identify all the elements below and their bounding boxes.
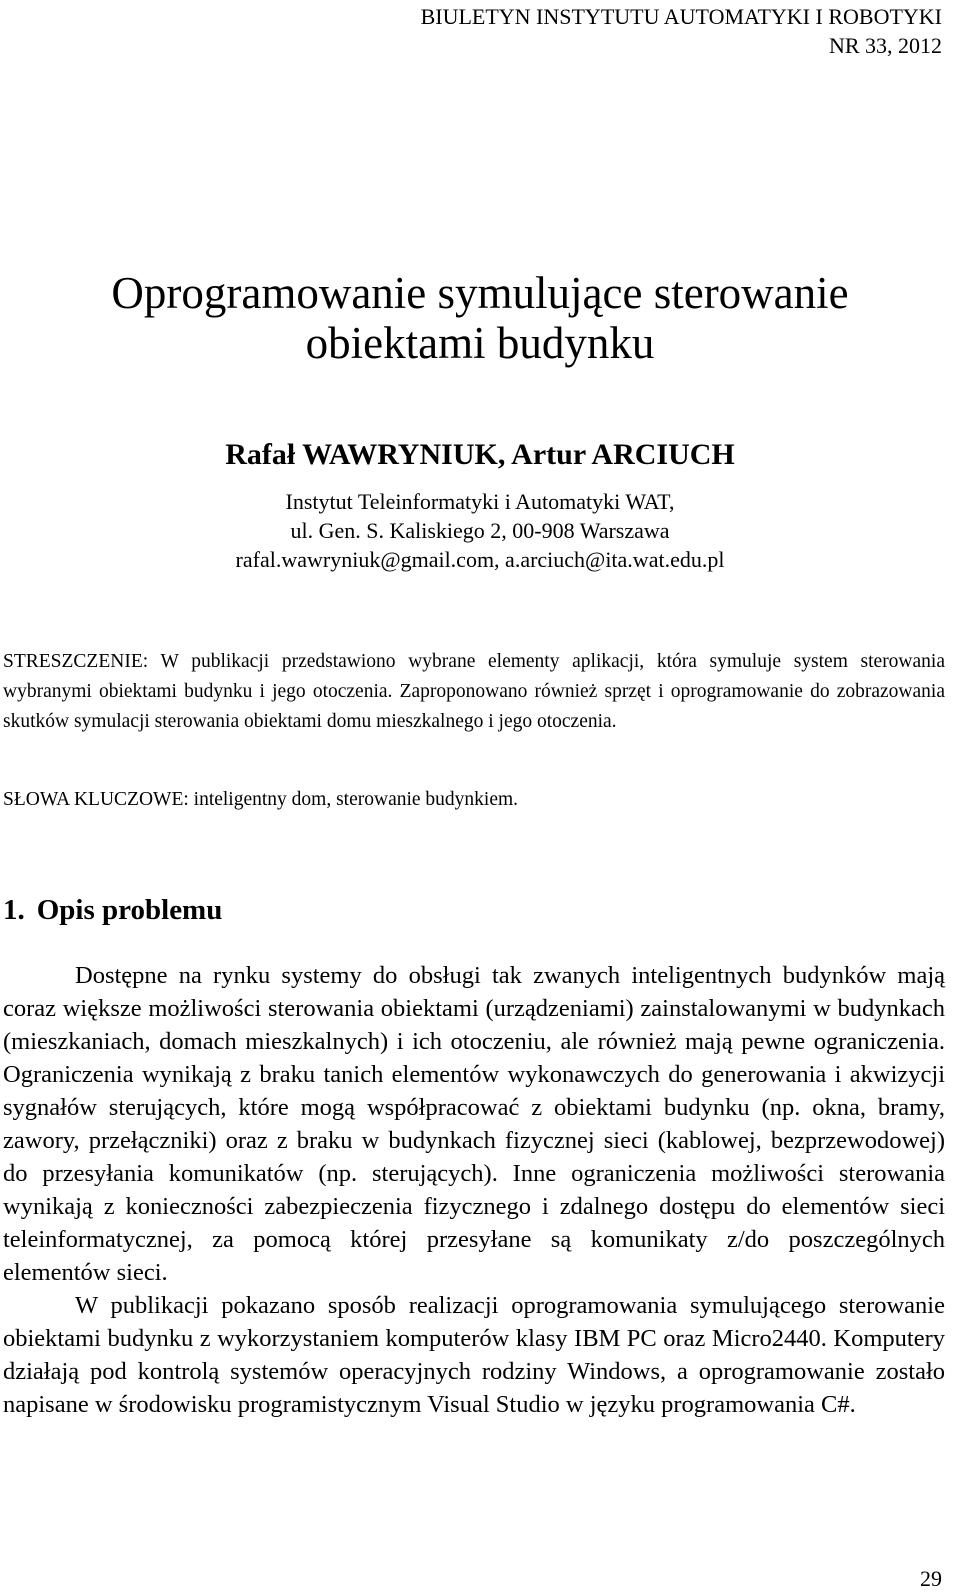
affiliation-institute: Instytut Teleinformatyki i Automatyki WAT, [285,489,675,514]
affiliation-address: ul. Gen. S. Kaliskiego 2, 00-908 Warszawa [290,518,670,543]
section-title: Opis problemu [36,894,223,926]
paper-title-line-2: obiektami budynku [305,318,655,368]
page-number: 29 [920,1566,942,1591]
section-number: 1. [3,894,25,926]
paper-title-line-1: Oprogramowanie symulujące sterowanie [111,268,849,318]
section-body [3,959,945,1421]
journal-issue: NR 33, 2012 [828,33,942,58]
abstract: STRESZCZENIE: W publikacji przedstawiono wybrane elementy aplikacji, która symuluje system sterowania wybranymi obiektami budynku i jego otoczenia. Zaproponowano również sprzęt i oprogramowanie do zobrazowania skutków symulacji sterowania obiektami domu mieszkalnego i jego otoczenia. [3,651,945,732]
paper-title [0,268,960,368]
authors: Rafał WAWRYNIUK, Artur ARCIUCH [225,438,735,471]
body-paragraph-1: Dostępne na rynku systemy do obsługi tak zwanych inteligentnych budynków mają coraz większe możliwości sterowania obiektami (urządzeniami) zainstalowanymi w budynkach (mieszkaniach, domach mieszkalnych) i ich otoczeniu, ale również mają pewne ograniczenia. Ograniczenia wynikają z braku tanich elementów wykonawczych do generowania i akwizycji sygnałów sterujących, które mogą współpracować z obiektami budynku (np. okna, bramy, zawory, przełączniki) oraz z braku w budynkach fizycznej sieci (kablowej, bezprzewodowej) do przesyłania komunikatów (np. sterujących). Inne ograniczenia możliwości sterowania wynikają z konieczności zabezpieczenia fizycznego i zdalnego dostępu do elementów sieci teleinformatycznej, za pomocą której przesyłane są komunikaty z/do poszczególnych elementów sieci. [3,962,945,1286]
running-header [421,2,942,60]
journal-name: BIULETYN INSTYTUTU AUTOMATYKI I ROBOTYKI [420,4,942,29]
section-heading [3,892,222,928]
affiliation [0,487,960,574]
affiliation-emails: rafal.wawryniuk@gmail.com, a.arciuch@ita.wat.edu.pl [235,547,725,572]
body-paragraph-2: W publikacji pokazano sposób realizacji oprogramowania symulującego sterowanie obiektami budynku z wykorzystaniem komputerów klasy IBM PC oraz Micro2440. Komputery działają pod kontrolą systemów operacyjnych rodziny Windows, a oprogramowanie zostało napisane w środowisku programistycznym Visual Studio w języku programowania C#. [3,1292,945,1418]
keywords: SŁOWA KLUCZOWE: inteligentny dom, sterowanie budynkiem. [3,789,519,810]
